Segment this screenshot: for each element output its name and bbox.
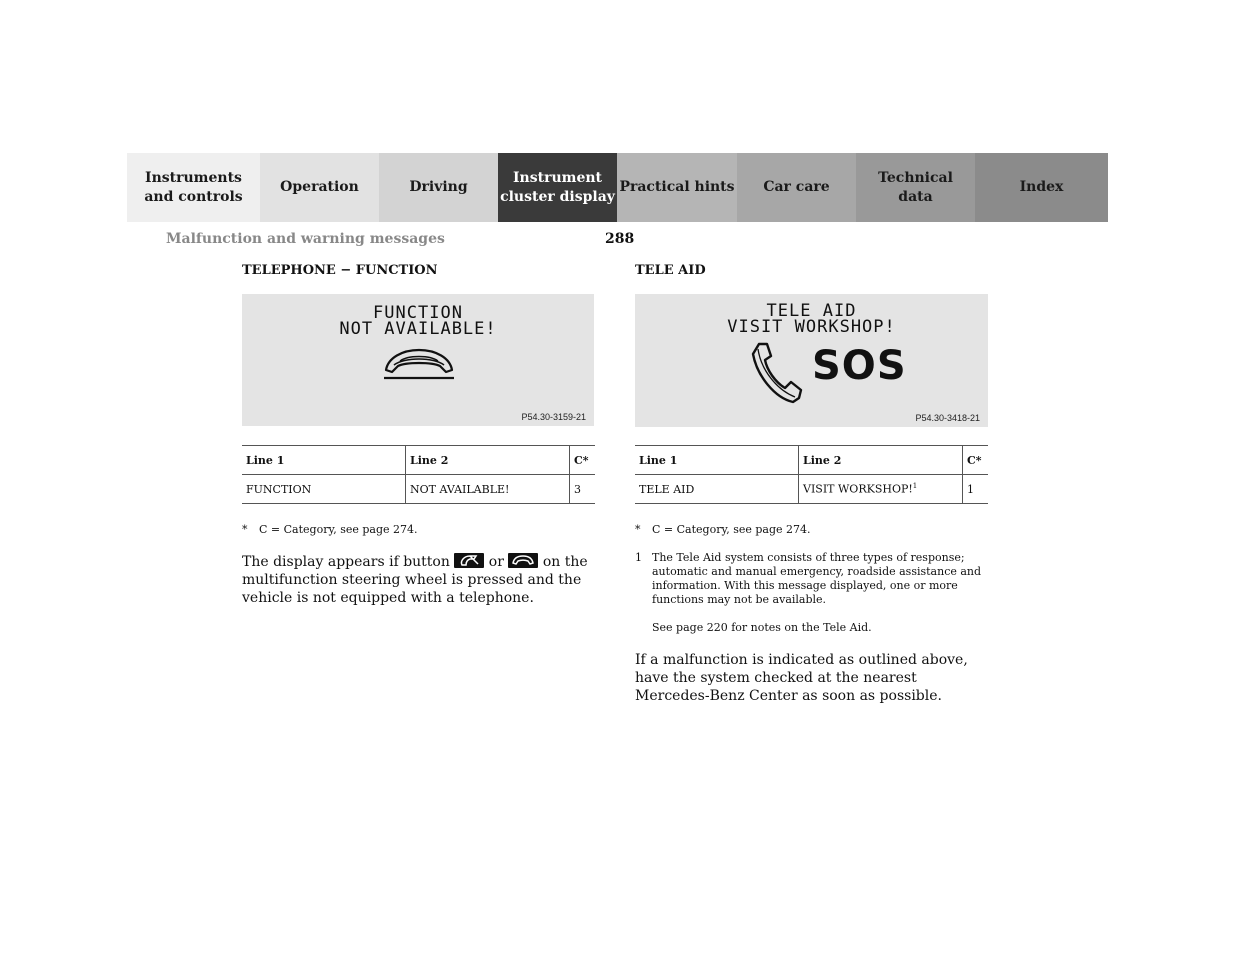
- telephone-display-image: [242, 294, 594, 426]
- footnote-ref: 1: [912, 482, 918, 491]
- footnote-text-2: See page 220 for notes on the Tele Aid.: [652, 621, 872, 634]
- body-part1: The display appears if button: [242, 554, 450, 570]
- tab-instruments-and-controls[interactable]: Instruments and controls: [127, 153, 260, 222]
- header-category: C*: [570, 446, 596, 475]
- left-footnote: [242, 523, 602, 539]
- image-code: P54.30-3418-21: [915, 413, 980, 423]
- body-or: or: [488, 554, 504, 570]
- page-number: 288: [605, 231, 635, 247]
- display-line-2: VISIT WORKSHOP!: [727, 317, 896, 337]
- table-row: [635, 475, 988, 504]
- display-line-2: NOT AVAILABLE!: [339, 319, 497, 339]
- footnote-mark: *: [635, 523, 641, 536]
- tab-car-care[interactable]: Car care: [737, 153, 856, 222]
- cell-category: 3: [570, 475, 596, 504]
- tab-practical-hints[interactable]: Practical hints: [617, 153, 737, 222]
- cell-line1: FUNCTION: [242, 475, 406, 504]
- cell-line2: NOT AVAILABLE!: [406, 475, 570, 504]
- phone-handset-icon: [749, 340, 805, 404]
- cell-line1: TELE AID: [635, 475, 799, 504]
- phone-hangup-button-icon: [508, 553, 538, 568]
- display-line-1: TELE AID: [766, 301, 857, 321]
- left-message-table: [242, 445, 595, 504]
- table-row: [242, 475, 595, 504]
- body-part2: on the multifunction steering wheel is pressed and the vehicle is not equipped with a telephone.: [242, 554, 588, 606]
- header-line1: Line 1: [242, 446, 406, 475]
- table-header-row: [242, 446, 595, 475]
- right-footnote-star: [635, 523, 995, 539]
- tab-driving[interactable]: Driving: [379, 153, 498, 222]
- sos-text: SOS: [812, 343, 907, 389]
- footnote-text: C = Category, see page 274.: [259, 523, 418, 536]
- footnote-mark: 1: [635, 551, 642, 564]
- phone-pickup-button-icon: [454, 553, 484, 568]
- handset-down-icon: [380, 344, 458, 380]
- right-message-table: [635, 445, 988, 504]
- chapter-nav: [127, 153, 1108, 222]
- left-body-text: [242, 553, 602, 607]
- section-heading: Malfunction and warning messages: [166, 231, 445, 247]
- footnote-text: The Tele Aid system consists of three types of response; automatic and manual emergency, roadside assistance and information. With this message displayed, one or more functions may not be available.: [652, 551, 982, 606]
- tab-operation[interactable]: Operation: [260, 153, 379, 222]
- footnote-text: C = Category, see page 274.: [652, 523, 811, 536]
- header-line2: Line 2: [406, 446, 570, 475]
- tab-index[interactable]: Index: [975, 153, 1108, 222]
- header-line1: Line 1: [635, 446, 799, 475]
- right-body-text: If a malfunction is indicated as outlined above, have the system checked at the nearest Mercedes-Benz Center as soon as possible.: [635, 652, 968, 704]
- tele-aid-title: TELE AID: [635, 263, 706, 278]
- tab-instrument-cluster-display[interactable]: Instrument cluster display: [498, 153, 617, 222]
- tele-aid-display-image: [635, 294, 988, 427]
- display-line-1: FUNCTION: [373, 303, 463, 323]
- footnote-mark: *: [242, 523, 248, 536]
- header-category: C*: [963, 446, 989, 475]
- cell-category: 1: [963, 475, 989, 504]
- telephone-function-title: TELEPHONE − FUNCTION: [242, 263, 438, 278]
- tab-technical-data[interactable]: Technical data: [856, 153, 975, 222]
- right-footnote-1: [635, 551, 995, 641]
- cell-line2: [799, 475, 963, 504]
- image-code: P54.30-3159-21: [521, 412, 586, 422]
- table-header-row: [635, 446, 988, 475]
- cell-line2-text: VISIT WORKSHOP!: [803, 482, 913, 496]
- header-line2: Line 2: [799, 446, 963, 475]
